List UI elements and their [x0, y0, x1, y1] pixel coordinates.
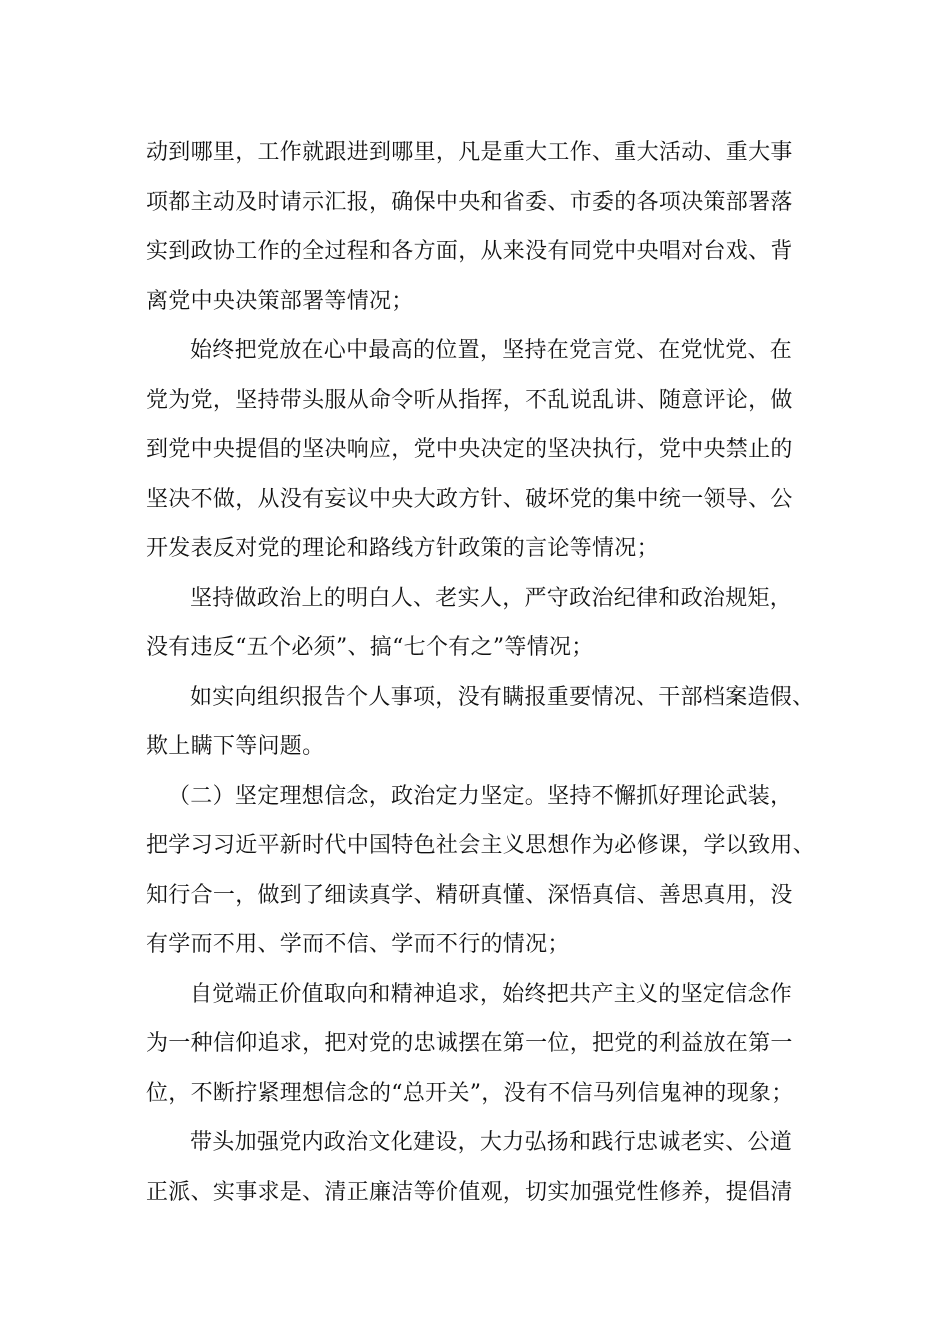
text-line: 实到政协工作的全过程和各方面，从来没有同党中央唱对台戏、背	[146, 239, 793, 264]
text-line: 欺上瞒下等问题。	[146, 734, 325, 759]
document-body	[146, 128, 830, 1217]
text-line: 党为党，坚持带头服从命令听从指挥，不乱说乱讲、随意评论，做	[146, 387, 793, 413]
text-line: 开发表反对党的理论和路线方针政策的言论等情况；	[146, 536, 659, 561]
paragraph-first-line: 始终把党放在心中最高的位置，坚持在党言党、在党忧党、在	[190, 338, 793, 363]
text-line: 项都主动及时请示汇报，确保中央和省委、市委的各项决策部署落	[146, 189, 793, 215]
paragraph-first-line: 带头加强党内政治文化建设，大力弘扬和践行忠诚老实、公道	[190, 1130, 793, 1155]
paragraph-first-line: 坚持做政治上的明白人、老实人，严守政治纪律和政治规矩，	[190, 585, 793, 611]
paragraph-first-line: 自觉端正价值取向和精神追求，始终把共产主义的坚定信念作	[190, 981, 793, 1007]
text-line: 为一种信仰追求，把对党的忠诚摆在第一位，把党的利益放在第一	[146, 1031, 793, 1056]
text-line: 有学而不用、学而不信、学而不行的情况；	[146, 932, 570, 957]
text-line: 正派、实事求是、清正廉洁等价值观，切实加强党性修养，提倡清	[146, 1179, 793, 1205]
text-line: 坚决不做，从没有妄议中央大政方针、破坏党的集中统一领导、公	[146, 486, 793, 512]
section-heading-line: （二）坚定理想信念，政治定力坚定。坚持不懈抓好理论武装，	[168, 783, 793, 809]
text-line: 离党中央决策部署等情况；	[146, 288, 414, 314]
text-line: 知行合一，做到了细读真学、精研真懂、深悟真信、善思真用，没	[146, 882, 793, 908]
text-line: 动到哪里，工作就跟进到哪里，凡是重大工作、重大活动、重大事	[146, 140, 793, 165]
text-line: 把学习习近平新时代中国特色社会主义思想作为必修课，学以致用、	[146, 833, 816, 858]
text-line: 到党中央提倡的坚决响应，党中央决定的坚决执行，党中央禁止的	[146, 437, 793, 462]
text-line: 位，不断拧紧理想信念的“总开关”，没有不信马列信鬼神的现象；	[146, 1080, 794, 1106]
text-line: 没有违反“五个必须”、搞“七个有之”等情况；	[146, 635, 594, 660]
paragraph-first-line: 如实向组织报告个人事项，没有瞒报重要情况、干部档案造假、	[190, 684, 815, 710]
